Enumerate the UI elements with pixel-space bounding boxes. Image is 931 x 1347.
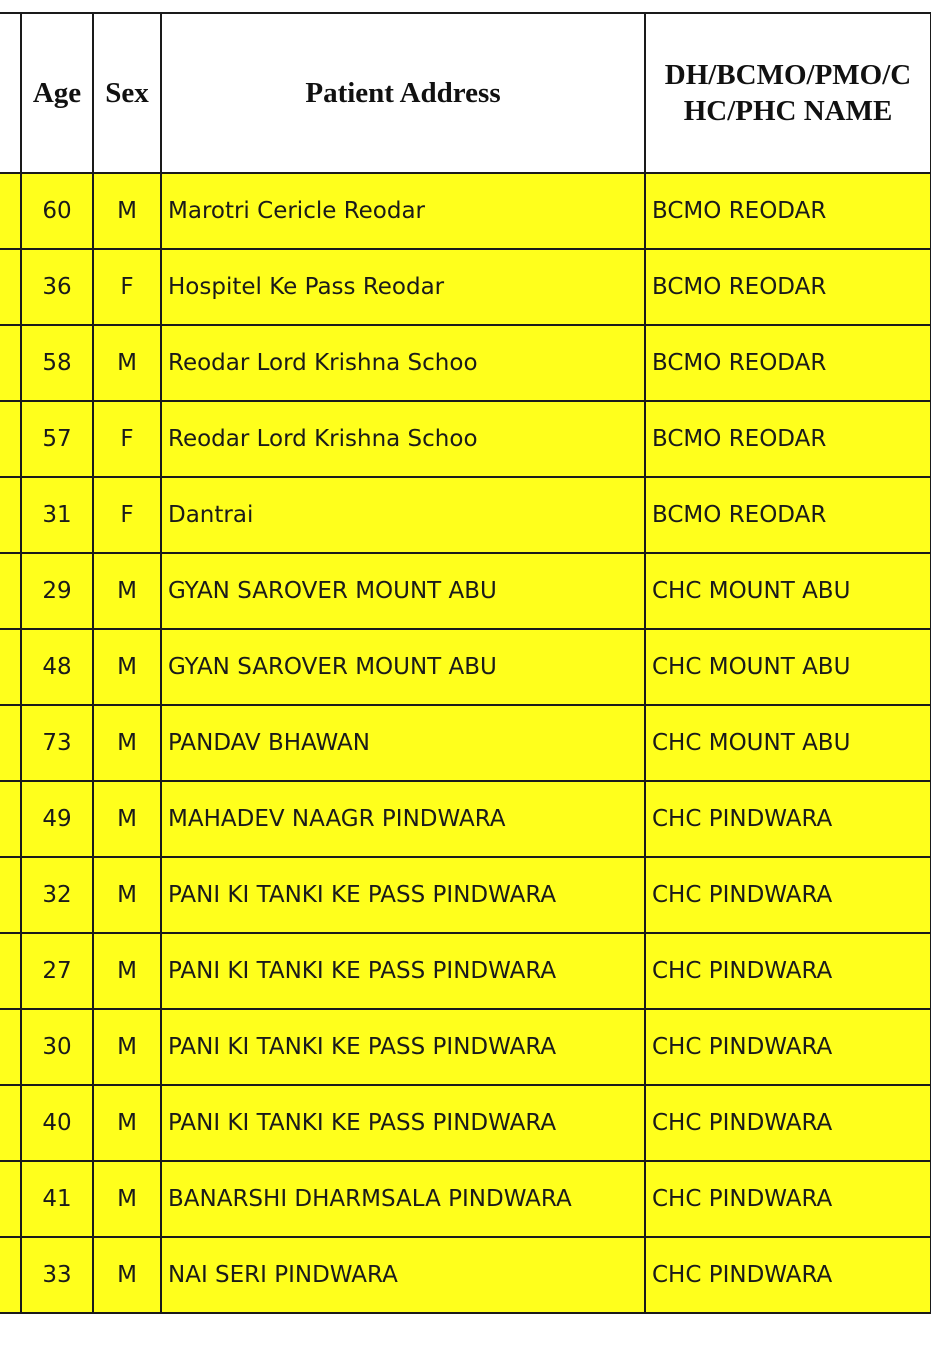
table-row (0, 249, 931, 325)
cell-sex: F (93, 477, 161, 553)
cell-sex: M (93, 553, 161, 629)
header-address: Patient Address (161, 13, 645, 173)
table-row (0, 1161, 931, 1237)
cell-age: 41 (21, 1161, 93, 1237)
cell-age: 30 (21, 1009, 93, 1085)
cell-age: 36 (21, 249, 93, 325)
cell-sex: M (93, 933, 161, 1009)
header-facility-line1: DH/BCMO/PMO/C (664, 59, 912, 91)
header-row (0, 13, 931, 173)
cell-address: GYAN SAROVER MOUNT ABU (161, 553, 645, 629)
row-edge-cell (0, 1161, 21, 1237)
cell-facility: CHC MOUNT ABU (645, 629, 931, 705)
cell-address: Hospitel Ke Pass Reodar (161, 249, 645, 325)
cell-sex: M (93, 325, 161, 401)
cell-address: Marotri Cericle Reodar (161, 173, 645, 249)
cell-age: 29 (21, 553, 93, 629)
cell-facility: BCMO REODAR (645, 173, 931, 249)
table-row (0, 401, 931, 477)
table-row (0, 477, 931, 553)
header-sex: Sex (93, 13, 161, 173)
cell-facility: CHC MOUNT ABU (645, 553, 931, 629)
patient-table (0, 12, 931, 1314)
cell-sex: F (93, 401, 161, 477)
cell-facility: BCMO REODAR (645, 401, 931, 477)
cell-sex: M (93, 857, 161, 933)
cell-facility: CHC PINDWARA (645, 1161, 931, 1237)
cell-facility: CHC PINDWARA (645, 1009, 931, 1085)
cell-sex: M (93, 1161, 161, 1237)
row-edge-cell (0, 1237, 21, 1313)
cell-facility: BCMO REODAR (645, 477, 931, 553)
cell-facility: CHC PINDWARA (645, 933, 931, 1009)
cell-address: BANARSHI DHARMSALA PINDWARA (161, 1161, 645, 1237)
row-edge-cell (0, 857, 21, 933)
cell-age: 57 (21, 401, 93, 477)
cell-age: 33 (21, 1237, 93, 1313)
cell-sex: M (93, 173, 161, 249)
cell-sex: F (93, 249, 161, 325)
table-row (0, 325, 931, 401)
cell-facility: CHC PINDWARA (645, 1085, 931, 1161)
table-row (0, 857, 931, 933)
cell-age: 60 (21, 173, 93, 249)
cell-age: 32 (21, 857, 93, 933)
cell-age: 48 (21, 629, 93, 705)
cell-age: 73 (21, 705, 93, 781)
table-row (0, 1237, 931, 1313)
cell-facility: CHC MOUNT ABU (645, 705, 931, 781)
table-row (0, 933, 931, 1009)
table-body (0, 173, 931, 1313)
row-edge-cell (0, 705, 21, 781)
table-row (0, 173, 931, 249)
table-row (0, 705, 931, 781)
cell-sex: M (93, 629, 161, 705)
row-edge-cell (0, 249, 21, 325)
table-row (0, 1085, 931, 1161)
cell-address: PANI KI TANKI KE PASS PINDWARA (161, 1009, 645, 1085)
cell-facility: CHC PINDWARA (645, 781, 931, 857)
row-edge-cell (0, 1009, 21, 1085)
cell-age: 27 (21, 933, 93, 1009)
header-age: Age (21, 13, 93, 173)
row-edge-cell (0, 477, 21, 553)
cell-facility: BCMO REODAR (645, 325, 931, 401)
header-edge-cell (0, 13, 21, 173)
row-edge-cell (0, 629, 21, 705)
row-edge-cell (0, 1085, 21, 1161)
row-edge-cell (0, 325, 21, 401)
row-edge-cell (0, 553, 21, 629)
cell-address: PANI KI TANKI KE PASS PINDWARA (161, 933, 645, 1009)
cell-sex: M (93, 1085, 161, 1161)
cell-facility: CHC PINDWARA (645, 857, 931, 933)
cell-facility: CHC PINDWARA (645, 1237, 931, 1313)
row-edge-cell (0, 401, 21, 477)
spreadsheet (0, 12, 931, 1314)
cell-address: PANI KI TANKI KE PASS PINDWARA (161, 857, 645, 933)
row-edge-cell (0, 781, 21, 857)
cell-address: GYAN SAROVER MOUNT ABU (161, 629, 645, 705)
header-facility (645, 13, 931, 173)
cell-address: Reodar Lord Krishna Schoo (161, 325, 645, 401)
cell-age: 49 (21, 781, 93, 857)
cell-sex: M (93, 1009, 161, 1085)
table-row (0, 1009, 931, 1085)
cell-sex: M (93, 705, 161, 781)
cell-age: 40 (21, 1085, 93, 1161)
table-row (0, 553, 931, 629)
cell-address: PANDAV BHAWAN (161, 705, 645, 781)
header-facility-line2: HC/PHC NAME (683, 95, 893, 127)
cell-facility: BCMO REODAR (645, 249, 931, 325)
cell-address: PANI KI TANKI KE PASS PINDWARA (161, 1085, 645, 1161)
cell-age: 58 (21, 325, 93, 401)
cell-sex: M (93, 1237, 161, 1313)
row-edge-cell (0, 933, 21, 1009)
table-row (0, 781, 931, 857)
cell-address: MAHADEV NAAGR PINDWARA (161, 781, 645, 857)
cell-address: Dantrai (161, 477, 645, 553)
cell-sex: M (93, 781, 161, 857)
cell-address: NAI SERI PINDWARA (161, 1237, 645, 1313)
cell-age: 31 (21, 477, 93, 553)
row-edge-cell (0, 173, 21, 249)
cell-address: Reodar Lord Krishna Schoo (161, 401, 645, 477)
table-row (0, 629, 931, 705)
